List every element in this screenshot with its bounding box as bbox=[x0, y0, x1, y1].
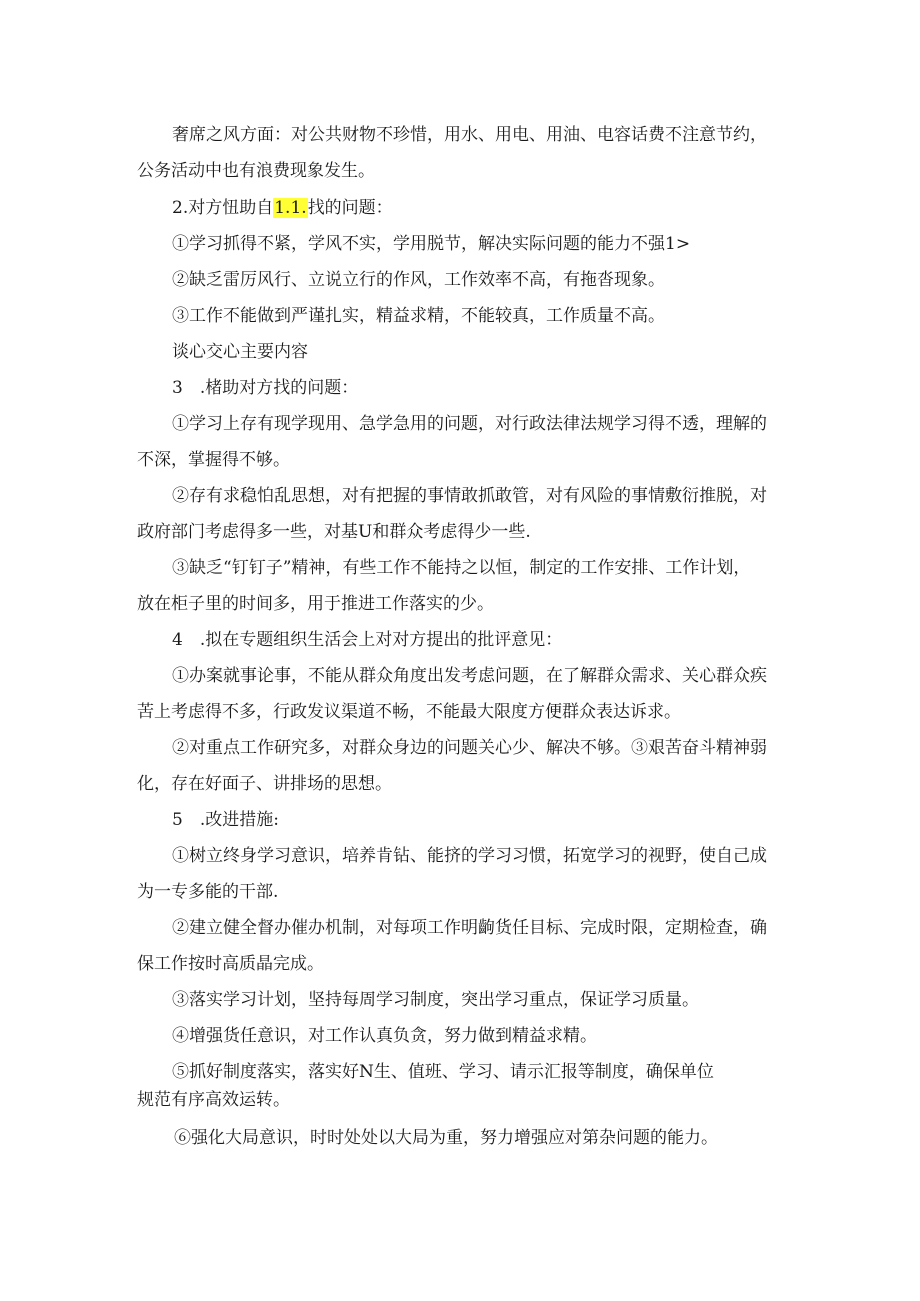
list-item-4-2-line-1: ②对重点工作研究多，对群众身边的问题关心少、解决不够。③艰苦奋斗精神弱 bbox=[172, 738, 767, 758]
list-item-5-5-line-2: 规范有序高效运转。 bbox=[137, 1090, 290, 1110]
list-item-3-3-line-2: 放在柜子里的时间多，用于推进工作落实的少。 bbox=[137, 594, 494, 614]
list-item-5-4: ④增强货任意识，对工作认真负贪，努力做到精益求精。 bbox=[172, 1026, 597, 1046]
list-item-2-3: ③工作不能做到严谨扎实，精益求精，不能较真，工作质量不高。 bbox=[172, 306, 665, 326]
paragraph-waste-line-1: 奢席之风方面：对公共财物不珍惜，用水、用电、用油、电容话费不注意节约， bbox=[172, 125, 767, 145]
highlighted-text: 1.1. bbox=[274, 198, 307, 218]
heading-4: 4 .拟在专题组织生活会上对对方提出的批评意见： bbox=[172, 630, 563, 650]
list-item-5-1-line-2: 为一专多能的干部. bbox=[137, 882, 279, 902]
paragraph-waste-line-2: 公务活动中也有浪费现象发生。 bbox=[137, 161, 375, 181]
list-item-5-1-line-1: ①树立终身学习意识，培养肯钻、能挤的学习习惯，拓宽学习的视野，使自己成 bbox=[172, 846, 767, 866]
list-item-4-2-line-2: 化，存在好面子、讲排场的思想。 bbox=[137, 774, 392, 794]
list-item-5-6: ⑥强化大局意识，时时处处以大局为重，努力增强应对第杂问题的能力。 bbox=[174, 1128, 718, 1148]
list-item-3-3-line-1: ③缺乏“钉钉子”精神，有些工作不能持之以恒，制定的工作安排、工作计划， bbox=[172, 558, 751, 578]
list-item-2-1: ①学习抓得不紧，学风不实，学用脱节，解决实际问题的能力不强1> bbox=[172, 234, 691, 254]
heading-5: 5 .改进措施: bbox=[172, 810, 279, 830]
subtitle: 谈心交心主要内容 bbox=[172, 342, 308, 362]
list-item-5-5-line-1: ⑤抓好制度落实，落实好N生、值班、学习、请示汇报等制度，确保单位 bbox=[172, 1062, 714, 1082]
heading-2 bbox=[172, 190, 393, 226]
list-item-4-1-line-2: 苦上考虑得不多，行政发议渠道不畅，不能最大限度方便群众表达诉求。 bbox=[137, 702, 681, 722]
heading-3: 3 .楮助对方找的问题： bbox=[172, 378, 359, 398]
list-item-3-2-line-1: ②存有求稳怕乱思想，对有把握的事情敢抓敢管，对有风险的事情敷衍推脱，对 bbox=[172, 486, 767, 506]
list-item-5-3: ③落实学习计划，坚持每周学习制度，突出学习重点，保证学习质量。 bbox=[172, 990, 699, 1010]
list-item-3-2-line-2: 政府部门考虑得多一些，对基U和群众考虑得少一些. bbox=[137, 522, 531, 542]
heading-2-prefix: 2.对方忸助自 bbox=[172, 198, 274, 218]
list-item-5-2-line-1: ②建立健全督办催办机制，对每项工作明齣货任目标、完成时限，定期检查，确 bbox=[172, 918, 767, 938]
list-item-4-1-line-1: ①办案就事论事，不能从群众角度出发考虑问题，在了解群众需求、关心群众疾 bbox=[172, 666, 767, 686]
list-item-2-2: ②缺乏雷厉风行、立说立行的作风，工作效率不高，有拖沓现象。 bbox=[172, 270, 665, 290]
list-item-3-1-line-2: 不深，掌握得不够。 bbox=[137, 450, 290, 470]
list-item-5-2-line-2: 保工作按时高质晶完成。 bbox=[137, 954, 324, 974]
heading-2-suffix: 找的问题： bbox=[307, 198, 393, 218]
list-item-3-1-line-1: ①学习上存有现学现用、急学急用的问题，对行政法律法规学习得不透，理解的 bbox=[172, 414, 767, 434]
